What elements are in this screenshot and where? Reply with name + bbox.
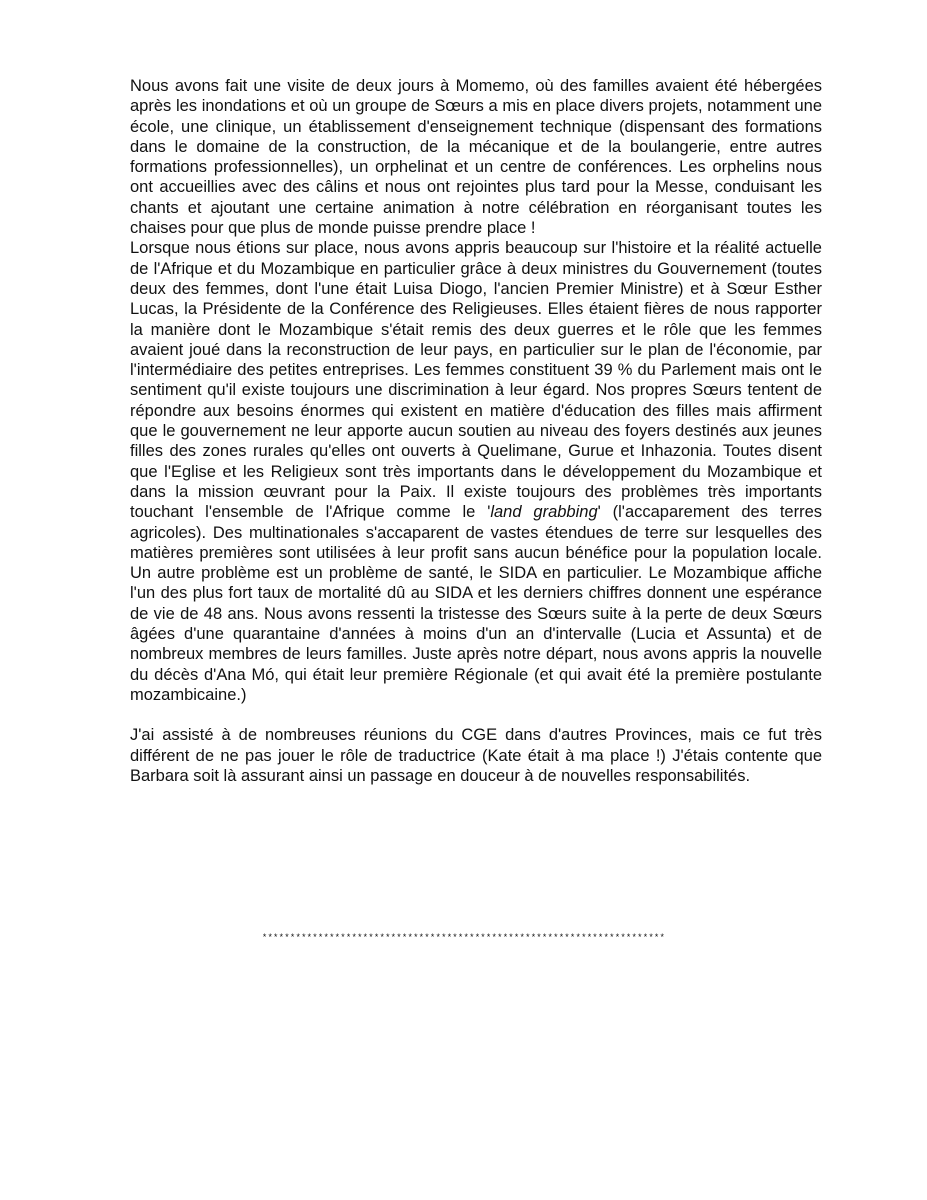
paragraph-cge-meetings: J'ai assisté à de nombreuses réunions du CGE dans d'autres Provinces, mais ce fut très différent de ne pas jouer le rôle de traductrice (Kate était à ma place !) J'étais contente que Barbara soit là assurant ainsi un passage en douceur à de nouvelles responsabilités. — [130, 726, 822, 785]
paragraph-text-continued: ' (l'accaparement des terres agricoles). Des multinationales s'accaparent de vastes étendues de terre sur lesquelles des matières premières sont utilisées à leur profit sans aucun bénéfice pour la population locale. Un autre problème est un problème de santé, le SIDA en particulier. Le Mozambique affiche l'un des plus fort taux de mortalité dû au SIDA et les derniers chiffres donnent une espérance de vie de 48 ans. Nous avons ressenti la tristesse des Sœurs suite à la perte de deux Sœurs âgées d'une quarantaine d'années à moins d'un an d'intervalle (Lucia et Assunta) et de nombreux membres de leurs familles. Juste après notre départ, nous avons appris la nouvelle du décès d'Ana Mó, qui était leur première Régionale (et qui avait été la première postulante mozambicaine.) — [130, 503, 822, 704]
paragraph-mozambique-history — [130, 238, 822, 705]
paragraph-momemo-visit: Nous avons fait une visite de deux jours à Momemo, où des familles avaient été hébergées après les inondations et où un groupe de Sœurs a mis en place divers projets, notamment une école, une clinique, un établissement d'enseignement technique (dispensant des formations dans le domaine de la construction, de la mécanique et de la boulangerie, entre autres formations professionnelles), un orphelinat et un centre de conférences. Les orphelins nous ont accueillies avec des câlins et nous ont rejointes plus tard pour la Messe, conduisant les chants et ajoutant une certaine animation à notre célébration en réorganisant toutes les chaises pour que plus de monde puisse prendre place ! — [130, 77, 822, 238]
paragraph-gap — [130, 705, 822, 725]
paragraph-text: Lorsque nous étions sur place, nous avons appris beaucoup sur l'histoire et la réalité actuelle de l'Afrique et du Mozambique en particulier grâce à deux ministres du Gouvernement (toutes deux des femmes, dont l'une était Luisa Diogo, l'ancien Premier Ministre) et à Sœur Esther Lucas, la Présidente de la Conférence des Religieuses. Elles étaient fières de nous rapporter la manière dont le Mozambique s'était remis des deux guerres et le rôle que les femmes avaient joué dans la reconstruction de leur pays, en particulier sur le plan de l'économie, par l'intermédiaire des petites entreprises. Les femmes constituent 39 % du Parlement mais ont le sentiment qu'il existe toujours une discrimination à leur égard. Nos propres Sœurs tentent de répondre aux besoins énormes qui existent en matière d'éducation des filles mais affirment que le gouvernement ne leur apporte aucun soutien au niveau des foyers destinés aux jeunes filles des zones rurales qu'elles ont ouverts à Quelimane, Gurue et Inhazonia. Toutes disent que l'Eglise et les Religieux sont très importants dans le développement du Mozambique et dans la mission œuvrant pour la Paix. Il existe toujours des problèmes très importants touchant l'ensemble de l'Afrique comme le ' — [130, 239, 822, 522]
asterisk-separator: ************************************************************************ — [261, 933, 666, 943]
body-text — [130, 76, 822, 786]
italic-term: land grabbing — [490, 503, 598, 522]
